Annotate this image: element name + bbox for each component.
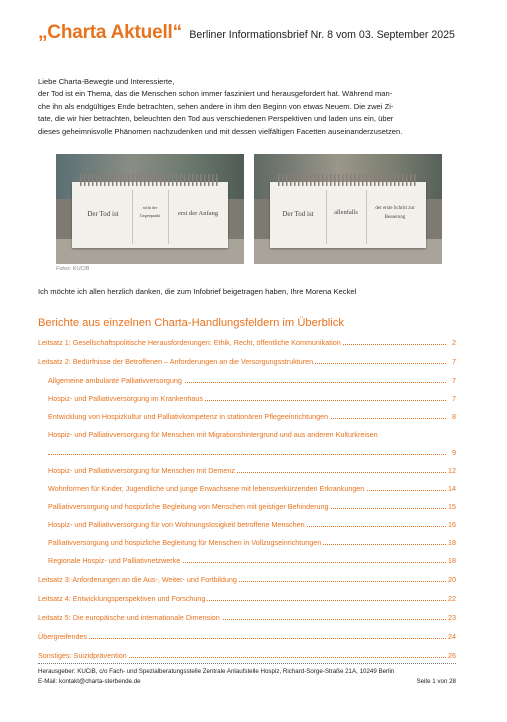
calendar-panel-text: Der Tod ist [87,210,119,218]
toc-entry[interactable]: Sonstiges: Suizidprävention 26 [38,651,456,660]
toc-entry[interactable]: Hospiz- und Palliativversorgung für Menschen mit Migrationshintergrund und aus anderen Kulturkreisen [48,430,378,439]
footer-email[interactable]: E-Mail: kontakt@charta-sterbende.de [38,677,141,685]
page-number: Seite 1 von 28 [416,677,456,685]
toc-entry[interactable]: Leitsatz 3: Anforderungen an die Aus-, Weiter- und Fortbildung 20 [38,575,456,584]
page-header [38,22,478,44]
thanks-line: Ich möchte ich allen herzlich danken, die zum Infobrief beigetragen haben, Ihre Morena Keckel [38,287,357,296]
footer-publisher: Herausgeber: KUCiB, c/o Fach- und Spezialberatungsstelle Zentrale Anlaufstelle Hospiz, Richard-Sorge-Straße 21A, 10249 Berlin [38,668,395,675]
intro-line: Liebe Charta-Bewegte und Interessierte, [38,77,175,86]
flip-calendar [72,182,228,248]
toc-entry[interactable]: Hospiz- und Palliativversorgung im Krankenhaus 7 [48,394,456,403]
calendar-panel-text: der erste Schritt zur Besserung [375,206,415,220]
newsletter-subtitle: Berliner Informationsbrief Nr. 8 vom 03. September 2025 [189,29,455,41]
photo-credit: Fotos: KUCiB [56,266,90,272]
intro-line: tate, die wir hier betrachten, beleuchten den Tod aus verschiedenen Perspektiven und laden uns ein, über [38,114,394,124]
toc-entry[interactable]: Allgemeine ambulante Palliativversorgung 7 [48,376,456,385]
toc-entry[interactable]: Entwicklung von Hospizkultur und Palliativkompetenz in stationären Pflegeeinrichtungen 8 [48,412,456,421]
toc-entry[interactable]: Regionale Hospiz- und Palliativnetzwerke 18 [48,556,456,565]
toc-entry[interactable]: Übergreifendes 24 [38,632,456,641]
toc-entry[interactable]: Leitsatz 2: Bedürfnisse der Betroffenen – Anforderungen an die Versorgungsstrukturen 7 [38,357,456,366]
intro-line: der Tod ist ein Thema, das die Menschen schon immer fasziniert und herausgefordert hat. Während man- [38,89,393,99]
section-title: Berichte aus einzelnen Charta-Handlungsfeldern im Überblick [38,317,344,329]
calendar-panel-text: nicht der Gegenpunkt [139,205,161,218]
toc-entry[interactable]: Hospiz- und Palliativversorgung für Menschen mit Demenz 12 [48,466,456,475]
calendar-panel-text: allenfalls [334,209,358,216]
flip-calendar [270,182,426,248]
toc-entry[interactable]: Leitsatz 5: Die europäische und internationale Dimension 23 [38,613,456,622]
calendar-panel-text: erst der Anfang [177,210,219,217]
calendar-panel-text: Der Tod ist [282,210,314,218]
intro-line: che ihn als endgültiges Ende betrachten, sehen andere in ihm den Beginn von etwas Neuem. Die zwei Zi- [38,101,394,111]
calendar-photo-left [56,154,244,264]
intro-line: dieses geheimnisvolle Phänomen nachzudenken und mit dessen vielfältigen Facetten auseinanderzusetzen. [38,126,403,136]
footer-divider [38,663,456,664]
toc-entry[interactable]: Wohnformen für Kinder, Jugendliche und junge Erwachsene mit lebensverkürzenden Erkrankungen 14 [48,484,456,493]
toc-entry[interactable]: Palliativversorgung und hospizliche Begleitung für Menschen in Vollzugseinrichtungen 18 [48,538,456,547]
intro-text [38,76,470,138]
photo-row [56,154,436,264]
toc-entry[interactable]: Leitsatz 4: Entwicklungsperspektiven und Forschung 22 [38,594,456,603]
toc-entry[interactable]: 9 [38,448,456,458]
calendar-photo-right [254,154,442,264]
toc-entry[interactable]: Palliativversorgung und hospizliche Begleitung von Menschen mit geistiger Behinderung 15 [48,502,456,511]
toc-entry[interactable]: Hospiz- und Palliativversorgung für von Wohnungslosigkeit betroffene Menschen 16 [48,520,456,529]
page-footer [38,667,456,686]
newsletter-brand: „Charta Aktuell“ [38,22,182,43]
toc-entry[interactable]: Leitsatz 1: Gesellschaftspolitische Herausforderungen: Ethik, Recht, öffentliche Kommunikation 2 [38,338,456,347]
